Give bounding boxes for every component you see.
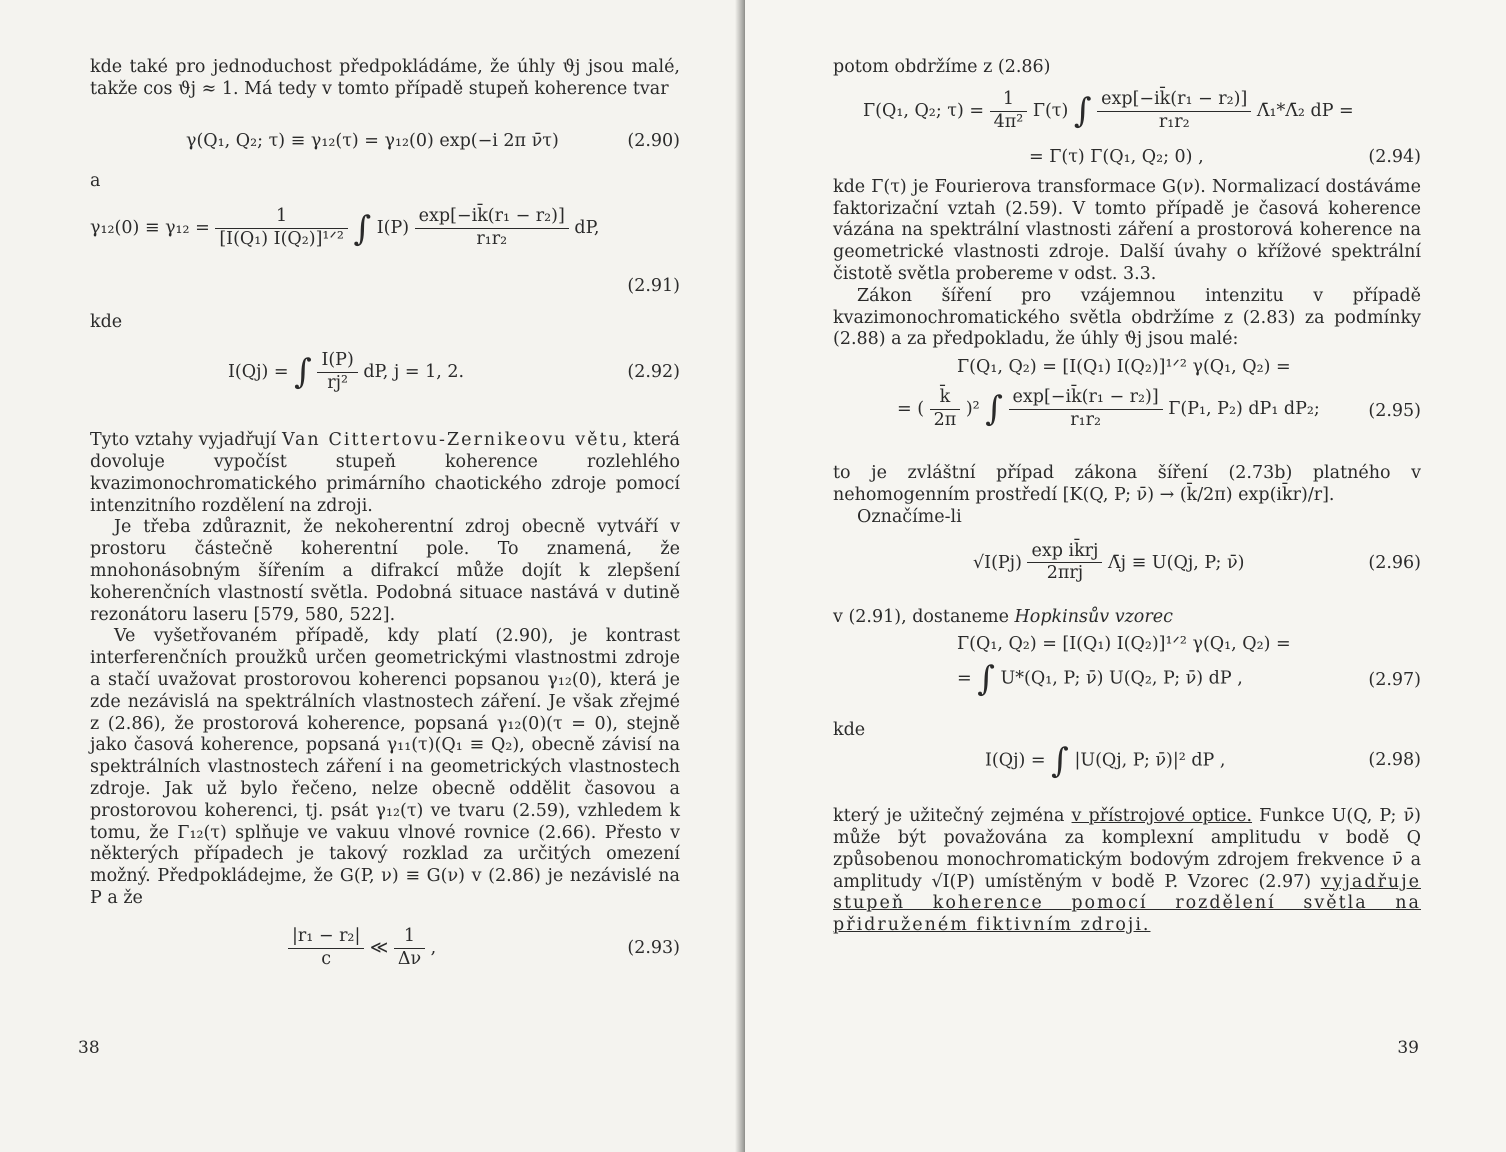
right-column — [833, 57, 1421, 937]
equation-body: √I(Pj) $\frac{\text{exp ik̄rj}}{\text{2πrj}}$ Λ̄j ≡ U(Qj, P; ν̄) — [973, 540, 1245, 584]
connector-word: a — [90, 170, 101, 191]
equation-number: (2.97) — [1368, 670, 1421, 691]
equation-number: (2.94) — [1368, 146, 1421, 167]
fraction: $\frac{1}{\Delta\nu}$ — [394, 926, 425, 971]
equation-body: Γ(Q₁, Q₂) = [I(Q₁) I(Q₂)]¹ᐟ² γ(Q₁, Q₂) = — [957, 357, 1291, 378]
equation-2-94-line1 — [833, 79, 1421, 141]
connector-word: kde — [90, 312, 123, 333]
paragraph: v (2.91), dostaneme Hopkinsův vzorec — [833, 606, 1173, 627]
integral-sign: ∫ — [1051, 741, 1069, 782]
equation-body: γ₁₂(0) ≡ γ₁₂ = $\frac{1}{\text{[I(Q₁) I(Q₂)]¹ᐟ²}}$ ∫ I(P) $\frac{\text{exp[−ik̄(r₁ − r₂)]}}{\text{r₁r₂}}$ dP, — [90, 206, 600, 250]
equation-2-94-line2 — [833, 141, 1421, 177]
left-page — [0, 0, 745, 1152]
paragraph: Je třeba zdůraznit, že nekoherentní zdroj obecně vytváří v prostoru částečně koherentní pole. To znamená, že mnohonásobným šířením a difrakcí může dojít k zlepšení koherenčních vlastností světla. Podobná situace nastává v dutině rezonátoru laseru [579, 580, 522]. — [90, 517, 680, 625]
integral-sign: ∫ — [985, 389, 1003, 430]
page-number: 39 — [1397, 1038, 1419, 1058]
equation-number: (2.91) — [627, 276, 680, 297]
fraction: $\frac{\text{exp[−ik̄(r₁ − r₂)]}}{\text{r₁r₂}}$ — [1097, 89, 1251, 134]
integral-sign: ∫ — [294, 352, 312, 393]
equation-2-98 — [833, 742, 1421, 806]
equation-2-95-line2 — [833, 381, 1421, 463]
fraction: $\frac{1}{\text{4π²}}$ — [990, 89, 1028, 134]
paragraph: Ve vyšetřovaném případě, kdy platí (2.90), je kontrast interferenčních proužků určen geometrickými vlastnostmi zdroje a stačí uvažovat prostorovou koherenci popsanou γ₁₂(0), která je zde nezávislá na spektrálních vlastnostech záření. Je však zřejmé z (2.86), že prostorová koherence, popsaná γ₁₂(0)(τ = 0), stejně jako časová koherence, popsaná γ₁₁(τ)(Q₁ ≡ Q₂), obecně závisí na spektrálních vlastnostech záření i na geometrických vlastnostech zdroje. Jak už bylo řečeno, nelze obecně oddělit časovou a prostorovou koherenci, tj. psát γ₁₂(τ) ve tvaru (2.59), vzhledem k tomu, že Γ₁₂(τ) splňuje ve vakuu vlnové rovnice (2.66). Přesto v některých případech je takový rozklad za určitých omezení možný. Předpokládejme, že G(P, ν) ≡ G(ν) v (2.86) je nezávislé na P a že — [90, 626, 680, 908]
equation-body: I(Qj) = ∫ $\frac{I(P)}{\text{rj²}}$ dP, j = 1, 2. — [228, 350, 465, 393]
fraction: $\frac{\text{exp[−ik̄(r₁ − r₂)]}}{\text{r₁r₂}}$ — [415, 206, 569, 251]
equation-number: (2.90) — [627, 130, 680, 151]
paragraph: to je zvláštní případ zákona šíření (2.73b) platného v nehomogenním prostředí [K(Q, P; ν̄) → (k̄/2π) exp(ik̄r)/r]. — [833, 463, 1421, 505]
paragraph: kde Γ(τ) je Fourierova transformace G(ν). Normalizací dostáváme faktorizační vztah (2.59). V tomto případě je časová koherence vázána na spektrální vlastnosti záření a prostorová koherence na geometrické vlastnosti zdroje. Další úvahy o křížové spektrální čistotě světla probereme v odst. 3.3. — [833, 176, 1421, 284]
equation-body: Γ(Q₁, Q₂) = [I(Q₁) I(Q₂)]¹ᐟ² γ(Q₁, Q₂) = — [957, 634, 1291, 655]
paragraph: Tyto vztahy vyjadřují Van Cittertovu-Zernikeovu větu, která dovoluje vypočíst stupeň koherence rozlehlého kvazimonochromatického primárního chaotického zdroje pomocí intenzitního rozdělení na zdroji. — [90, 430, 680, 516]
equation-body: I(Qj) = ∫ |U(Qj, P; ν̄)|² dP , — [985, 741, 1226, 782]
equation-2-97-line1 — [833, 628, 1421, 658]
equation-body: γ(Q₁, Q₂; τ) ≡ γ₁₂(τ) = γ₁₂(0) exp(−i 2π ν̄τ) — [186, 130, 559, 151]
integral-sign: ∫ — [353, 208, 372, 249]
equation-2-93 — [90, 910, 680, 984]
right-page — [745, 0, 1506, 1152]
equation-body: = ∫ U*(Q₁, P; ν̄) U(Q₂, P; ν̄) dP , — [957, 659, 1243, 700]
equation-body: = Γ(τ) Γ(Q₁, Q₂; 0) , — [1029, 146, 1204, 167]
equation-2-97-line2 — [833, 658, 1421, 720]
integral-sign: ∫ — [977, 659, 995, 700]
equation-number: (2.95) — [1368, 401, 1421, 422]
page-number: 38 — [78, 1038, 100, 1058]
equation-2-96 — [833, 529, 1421, 607]
equation-2-91 — [90, 192, 680, 312]
integral-sign: ∫ — [1073, 91, 1092, 132]
fraction: $\frac{\text{|r₁ − r₂|}}{c}$ — [288, 926, 364, 971]
fraction: $\frac{I(P)}{\text{rj²}}$ — [317, 350, 357, 395]
left-column — [90, 57, 680, 984]
fraction: $\frac{\text{exp[−ik̄(r₁ − r₂)]}}{\text{r₁r₂}}$ — [1009, 387, 1163, 432]
equation-body: = ( $\frac{k̄}{2\pi}$ )² ∫ $\frac{\text{exp[−ik̄(r₁ − r₂)]}}{\text{r₁r₂}}$ Γ(P₁, P₂) dP₁ dP₂; — [897, 387, 1320, 430]
fraction: $\frac{k̄}{2\pi}$ — [930, 387, 961, 432]
equation-2-95-line1 — [833, 351, 1421, 381]
equation-number: (2.96) — [1368, 552, 1421, 573]
fraction: $\frac{1}{\text{[I(Q₁) I(Q₂)]¹ᐟ²}}$ — [215, 206, 348, 251]
paragraph: kde také pro jednoduchost předpokládáme, že úhly ϑj jsou malé, takže cos ϑj ≈ 1. Má tedy v tomto případě stupeň koherence tvar — [90, 57, 680, 99]
equation-number: (2.98) — [1368, 750, 1421, 771]
equation-body: Γ(Q₁, Q₂; τ) = $\frac{1}{\text{4π²}}$ Γ(τ) ∫ $\frac{\text{exp[−ik̄(r₁ − r₂)]}}{\text{r₁r₂}}$ Λ̄₁*Λ̄₂ dP = — [863, 88, 1354, 132]
paragraph: Označíme-li — [857, 506, 962, 527]
fraction: $\frac{\text{exp ik̄rj}}{\text{2πrj}}$ — [1027, 541, 1102, 586]
equation-number: (2.93) — [627, 937, 680, 958]
equation-number: (2.92) — [627, 362, 680, 383]
equation-2-92 — [90, 334, 680, 430]
paragraph: potom obdržíme z (2.86) — [833, 57, 1051, 77]
paragraph: který je užitečný zejména v přístrojové optice. Funkce U(Q, P; ν̄) může být považována za komplexní amplitudu v bodě Q způsobenou monochromatickým bodovým zdrojem frekvence ν̄ a amplitudy √I(P) umístěným v bodě P. Vzorec (2.97) vyjadřuje stupeň koherence pomocí rozdělení světla na přidruženém fiktivním zdroji. — [833, 806, 1422, 936]
equation-body: $\frac{\text{|r₁ − r₂|}}{c}$ ≪ $\frac{1}{\Delta\nu}$ , — [288, 926, 436, 971]
connector-word: kde — [833, 720, 866, 741]
paragraph: Zákon šíření pro vzájemnou intenzitu v případě kvazimonochromatického světla obdržíme z (2.83) za podmínky (2.88) a za předpokladu, že úhly ϑj jsou malé: — [833, 285, 1421, 350]
equation-2-90 — [90, 101, 680, 171]
